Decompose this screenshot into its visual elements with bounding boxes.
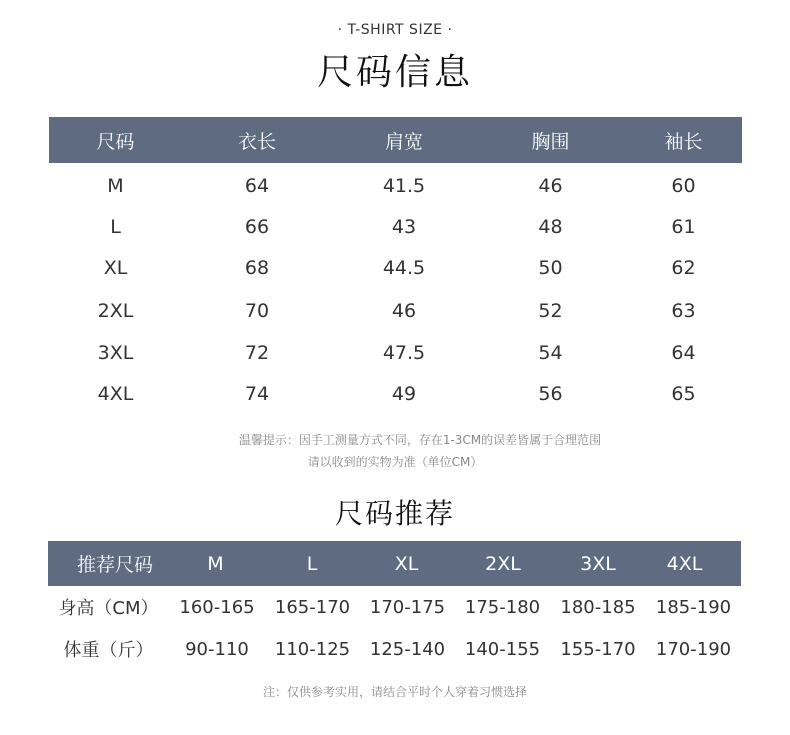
table-cell: 160-165 <box>179 596 255 618</box>
column-header: 衣长 <box>237 130 276 153</box>
table-cell: 140-155 <box>464 638 541 660</box>
table-row <box>49 207 742 247</box>
table-cell: 175-180 <box>464 596 541 618</box>
table-cell: 47.5 <box>382 342 426 364</box>
table-row <box>48 587 741 627</box>
unit-note: 请以收到的实物为准（单位CM） <box>307 455 483 469</box>
table-cell: 185-190 <box>655 596 732 618</box>
column-header: M <box>207 552 224 575</box>
column-header: 3XL <box>580 552 616 575</box>
table-cell: 46 <box>391 300 417 322</box>
table-cell: 110-125 <box>274 638 351 660</box>
table-cell: 125-140 <box>369 638 446 660</box>
table-cell: L <box>110 216 121 238</box>
table-cell: 52 <box>538 300 563 322</box>
table-cell: M <box>107 175 124 197</box>
table-cell: 66 <box>244 216 270 238</box>
table-cell: 170-190 <box>655 638 732 660</box>
column-header: 推荐尺码 <box>76 554 153 576</box>
table-cell: 48 <box>538 216 563 238</box>
table-row <box>49 291 742 331</box>
column-header: 袖长 <box>664 130 703 153</box>
table-cell: 4XL <box>97 383 134 405</box>
page-title: 尺码信息 <box>316 52 473 93</box>
table-row <box>49 248 742 288</box>
table-cell: 身高（CM） <box>58 598 159 619</box>
table-cell: 56 <box>538 383 563 405</box>
column-header: 肩宽 <box>384 130 423 153</box>
table-cell: 68 <box>244 257 270 279</box>
column-header: XL <box>394 552 419 575</box>
table-cell: 72 <box>244 342 270 364</box>
table-cell: 64 <box>671 342 696 364</box>
column-header: 尺码 <box>96 130 135 153</box>
table-cell: 180-185 <box>560 596 636 618</box>
column-header: L <box>306 552 318 575</box>
table-cell: 50 <box>538 257 563 279</box>
table-row <box>48 629 741 669</box>
table-cell: 64 <box>244 175 270 197</box>
table-cell: 62 <box>671 257 696 279</box>
table-cell: 61 <box>671 216 696 238</box>
table-cell: 2XL <box>97 300 134 322</box>
column-header: 4XL <box>666 552 703 575</box>
table-cell: 54 <box>538 342 563 364</box>
table-cell: 44.5 <box>382 257 426 279</box>
measurement-note: 温馨提示：因手工测量方式不同，存在1-3CM的误差皆属于合理范围 <box>238 433 602 447</box>
table-cell: 43 <box>391 216 417 238</box>
table-row <box>49 166 742 206</box>
table-cell: 155-170 <box>560 638 636 660</box>
table-cell: 3XL <box>97 342 134 364</box>
recommend-title: 尺码推荐 <box>334 497 455 530</box>
table-cell: 170-175 <box>369 596 446 618</box>
table-cell: 165-170 <box>274 596 351 618</box>
column-header: 胸围 <box>531 130 570 153</box>
table-cell: 65 <box>671 383 696 405</box>
section-subtitle: · T-SHIRT SIZE · <box>337 22 453 38</box>
table-row <box>49 333 742 373</box>
recommend-table-header <box>48 541 741 586</box>
size-table-header <box>49 117 742 163</box>
table-cell: 60 <box>671 175 696 197</box>
table-cell: XL <box>103 257 128 279</box>
column-header: 2XL <box>485 552 521 575</box>
table-cell: 46 <box>538 175 563 197</box>
table-cell: 体重（斤） <box>63 640 154 661</box>
table-cell: 41.5 <box>382 175 426 197</box>
table-cell: 49 <box>391 383 417 405</box>
table-cell: 74 <box>244 383 270 405</box>
footer-note: 注：仅供参考实用，请结合平时个人穿着习惯选择 <box>262 685 527 699</box>
table-cell: 90-110 <box>185 638 249 660</box>
table-cell: 63 <box>671 300 696 322</box>
table-row <box>49 374 742 414</box>
table-cell: 70 <box>244 300 270 322</box>
